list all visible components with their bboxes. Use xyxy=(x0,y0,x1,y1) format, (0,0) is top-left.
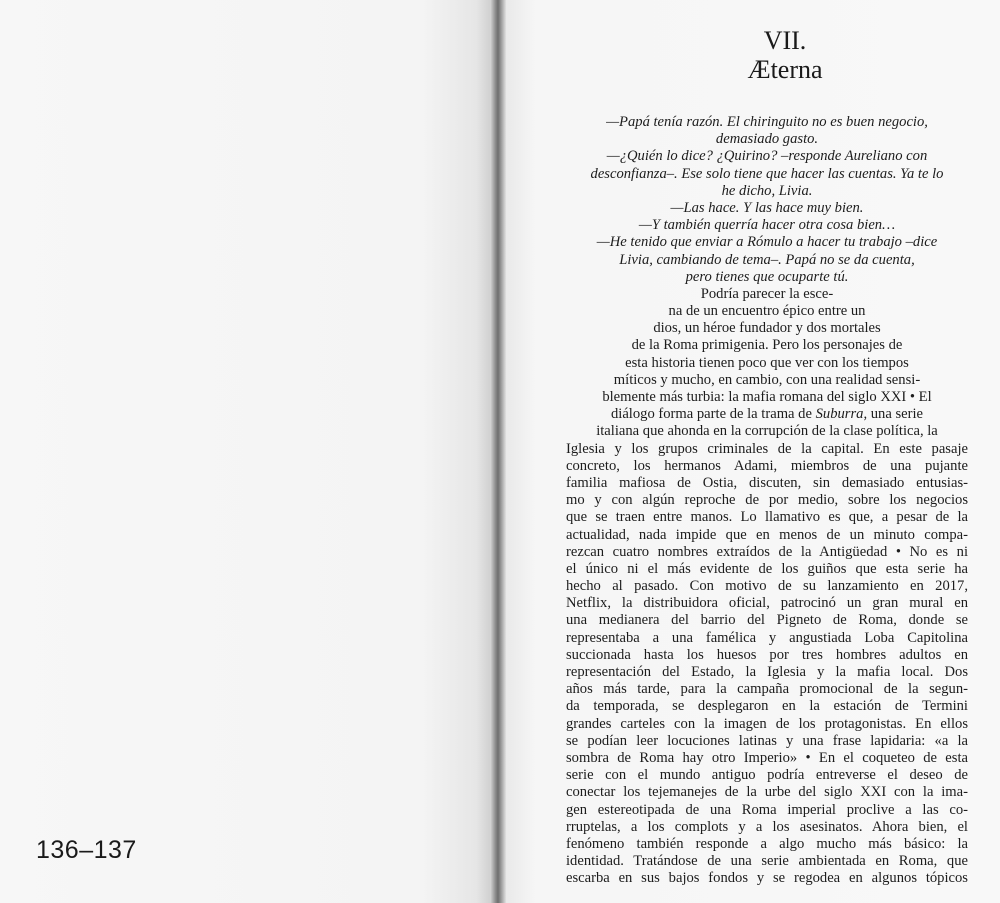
text-line: actualidad, nada impide que en menos de un minuto compa- xyxy=(566,526,968,543)
text-line: representaba a una famélica y angustiada Loba Capitolina xyxy=(566,629,968,646)
text-line: blemente más turbia: la mafia romana del siglo XXI • El xyxy=(602,389,932,405)
text-line: —Papá tenía razón. El chiringuito no es buen negocio, xyxy=(606,114,928,130)
text-line: he dicho, Livia. xyxy=(721,182,813,199)
chapter-number: VII. xyxy=(763,26,807,55)
text-line: —¿Quién lo dice? ¿Quirino? –responde Aureliano con xyxy=(606,148,928,165)
text-line: fenómeno también responde a algo mucho más básico: la xyxy=(566,835,968,852)
text-line: dios, un héroe fundador y dos mortales xyxy=(653,320,881,337)
text-line: desconfianza–. Ese solo tiene que hacer las cuentas. Ya te lo xyxy=(590,165,944,182)
text-line: conectar los tejemanejes de la urbe del siglo XXI con la ima- xyxy=(566,784,968,801)
text-line: Podría parecer la esce- xyxy=(700,285,834,302)
page-numbers: 136–137 xyxy=(36,836,137,864)
text-line: de la Roma primigenia. Pero los personajes de xyxy=(631,337,903,354)
text-line: Netflix, la distribuidora oficial, patrocinó un gran mural en xyxy=(566,595,968,612)
text-line: esta historia tienen poco que ver con los tiempos xyxy=(625,354,909,371)
text-line: mo y con algún reproche de por medio, sobre los negocios xyxy=(566,492,968,509)
text-line: sombra de Roma hay otro Imperio» • En el coqueteo de esta xyxy=(566,749,968,766)
text-line: años más tarde, para la campaña promocional de la segun- xyxy=(566,681,968,698)
book-gutter xyxy=(490,0,506,903)
chapter-heading xyxy=(700,26,870,84)
text-line: concreto, los hermanos Adami, miembros de una pujante xyxy=(566,457,968,474)
body-text xyxy=(566,114,968,887)
title-emphasis: Suburra xyxy=(815,406,864,423)
text-line: succionada hasta los huesos por tres hombres adultos en xyxy=(566,646,968,663)
text-line: da temporada, se desplegaron en la estación de Termini xyxy=(566,698,968,715)
text-line: Livia, cambiando de tema–. Papá no se da cuenta, xyxy=(619,251,915,268)
chapter-title: Æterna xyxy=(747,55,823,84)
text-line: diálogo forma parte de la trama de Suburra, una serie xyxy=(610,406,924,423)
text-line: —He tenido que enviar a Rómulo a hacer tu trabajo –dice xyxy=(596,234,938,251)
text-line: el único ni el más evidente de los guiños que esta serie ha xyxy=(566,560,968,577)
text-line: una medianera del barrio del Pigneto de Roma, donde se xyxy=(566,612,968,629)
text-line: grandes carteles con la imagen de los protagonistas. En ellos xyxy=(566,715,968,732)
text-line: míticos y mucho, en cambio, con una realidad sensi- xyxy=(613,371,921,388)
text-line: escarba en sus bajos fondos y se regodea en algunos tópicos xyxy=(566,870,968,887)
left-page xyxy=(0,0,496,903)
text-line: rezcan cuatro nombres extraídos de la Antigüedad • No es ni xyxy=(566,543,968,560)
text-line: —Y también querría hacer otra cosa bien… xyxy=(638,217,896,234)
text-line: hecho al pasado. Con motivo de su lanzamiento en 2017, xyxy=(566,578,968,595)
text-line: rruptelas, a los complots y a los asesinatos. Ahora bien, el xyxy=(566,818,968,835)
text-line: Iglesia y los grupos criminales de la capital. En este pasaje xyxy=(566,440,968,457)
text-line: pero tienes que ocuparte tú. xyxy=(685,268,849,285)
text-line: familia mafiosa de Ostia, discuten, sin demasiado entusias- xyxy=(566,474,968,491)
text-line: gen estereotipada de una Roma imperial proclive a las co- xyxy=(566,801,968,818)
text-line: serie con el mundo antiguo podría entreverse el deseo de xyxy=(566,767,968,784)
text-line: representación del Estado, la Iglesia y la mafia local. Dos xyxy=(566,664,968,680)
text-line: —Las hace. Y las hace muy bien. xyxy=(670,199,864,216)
text-line: italiana que ahonda en la corrupción de la clase política, la xyxy=(596,423,938,440)
text-line: na de un encuentro épico entre un xyxy=(668,303,866,320)
text-line: identidad. Tratándose de una serie ambientada en Roma, que xyxy=(566,853,968,870)
text-line: que se traen entre manos. Lo llamativo es que, a pesar de la xyxy=(566,509,968,526)
text-line: se podían leer locuciones latinas y una frase lapidaria: «a la xyxy=(566,732,968,749)
text-line: demasiado gasto. xyxy=(715,131,819,148)
